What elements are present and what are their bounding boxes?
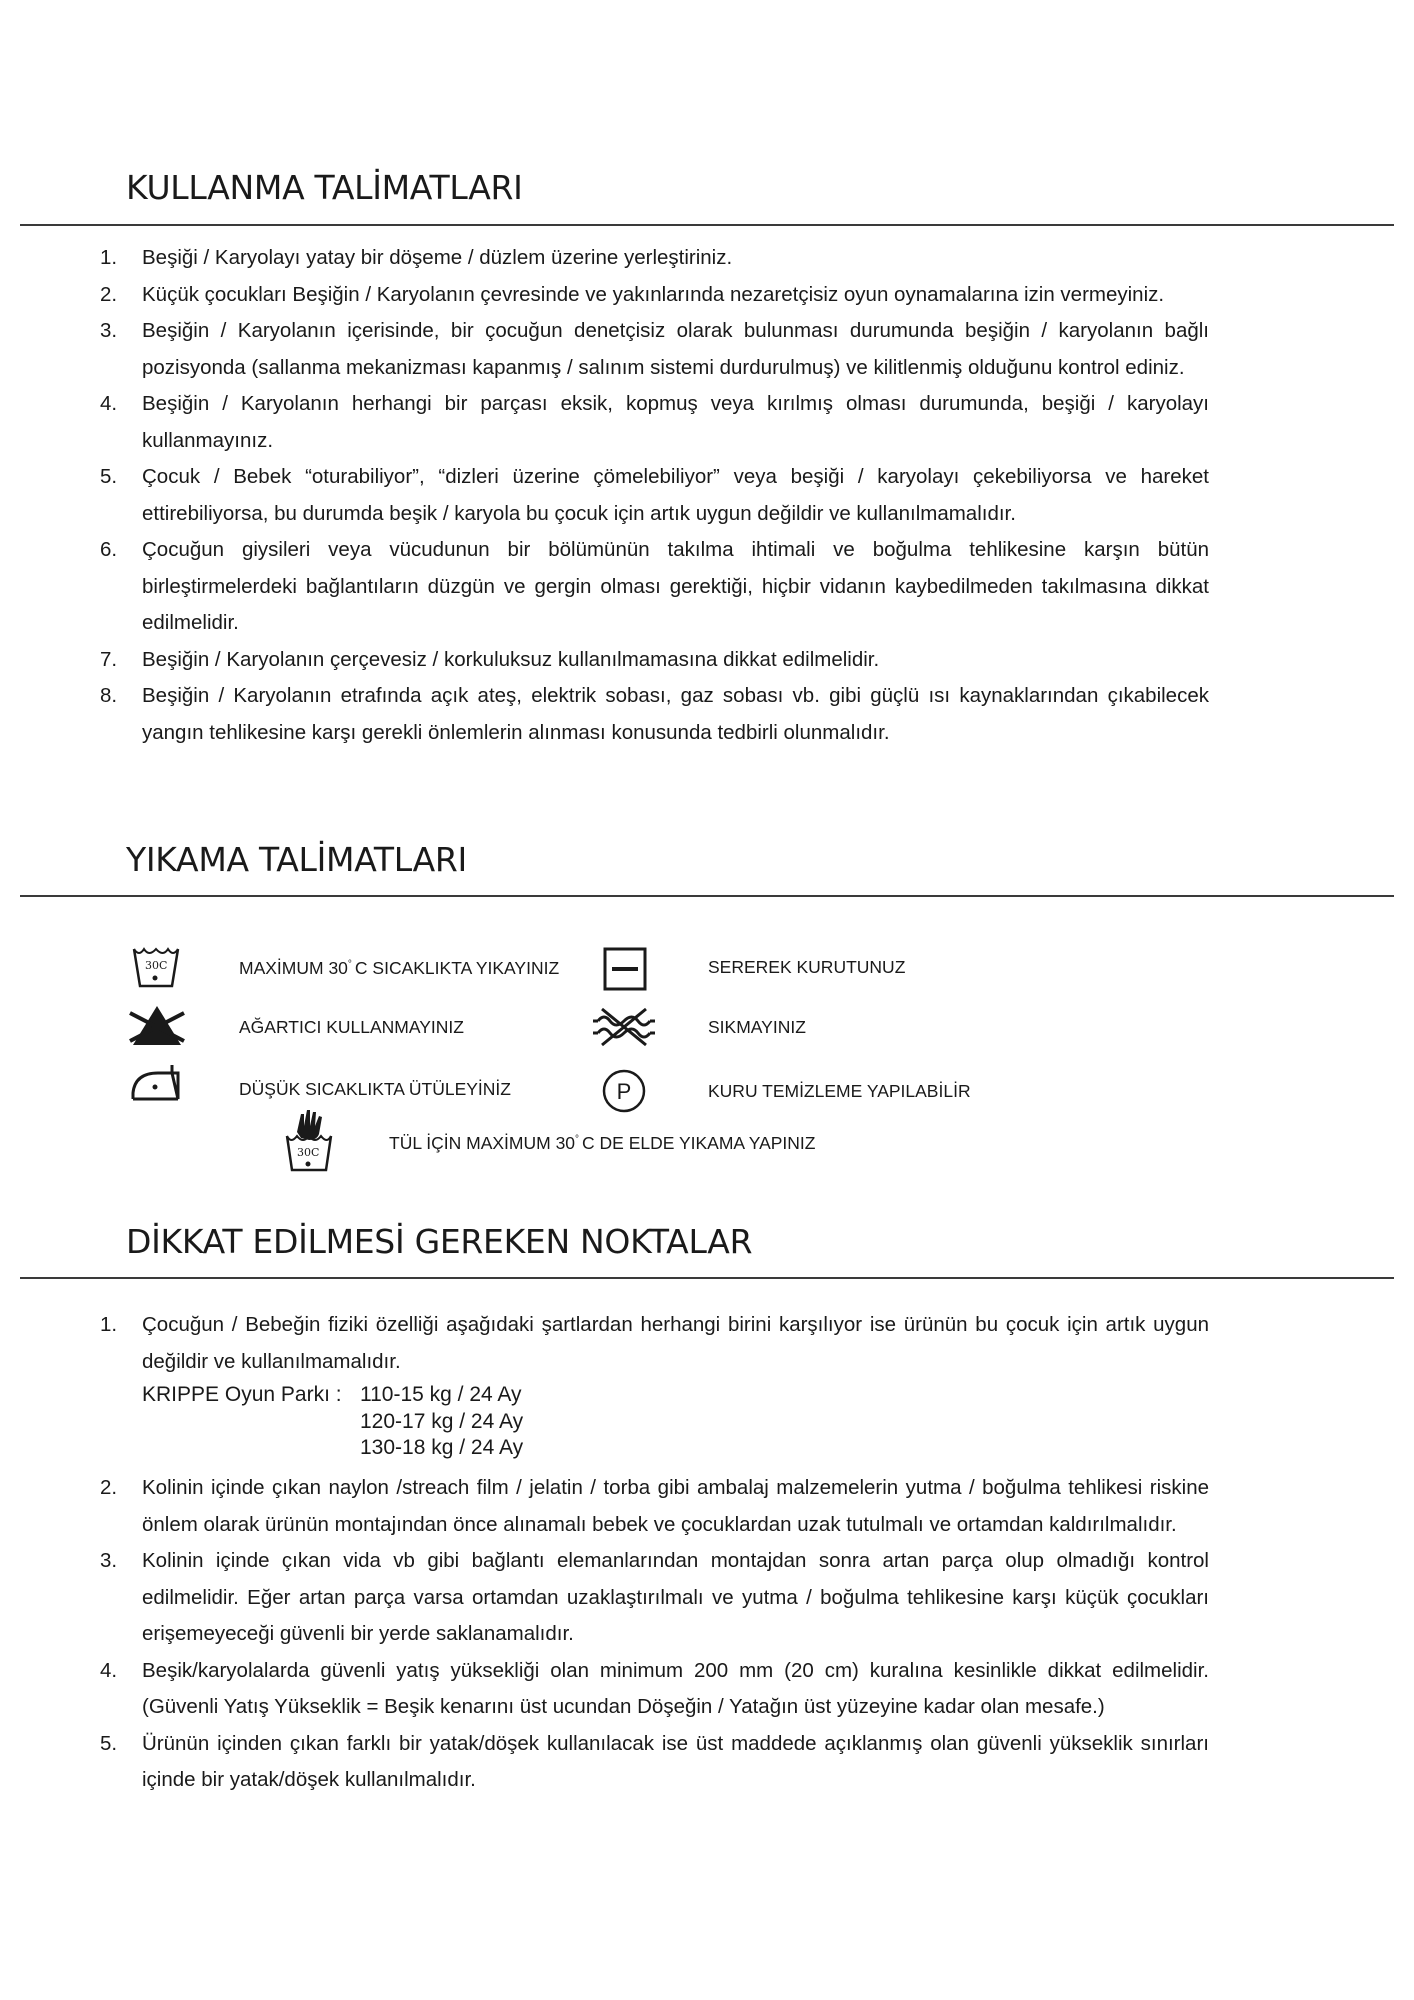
usage-list [0, 240, 1414, 751]
dry-clean-icon [601, 1069, 647, 1113]
attention-item [0, 1543, 1414, 1653]
line-dry-label: SEREREK KURUTUNUZ [708, 957, 906, 977]
wash-30-icon [131, 945, 181, 989]
usage-item [0, 678, 1414, 751]
wash-30-text: MAXİMUM 30 [239, 958, 348, 978]
usage-item [0, 313, 1414, 386]
usage-item [0, 240, 1414, 277]
attention-list [0, 1470, 1414, 1799]
item-text: Küçük çocukları Beşiğin / Karyolanın çevresinde ve yakınlarında nezaretçisiz oyun oynamalarına izin vermeyiniz. [142, 282, 1165, 306]
no-wring-icon [590, 1005, 658, 1049]
item-number: 8. [100, 684, 118, 707]
item-text: Beşiğin / Karyolanın herhangi bir parçası eksik, kopmuş veya kırılmış olması durumunda, beşiği / karyolayı kullanmayınız. [142, 392, 1209, 452]
item-number: 4. [100, 392, 118, 415]
item-number: 5. [100, 465, 118, 488]
item-text: Beşiğin / Karyolanın çerçevesiz / korkuluksuz kullanılmamasına dikkat edilmelidir. [142, 647, 880, 671]
line-dry-icon [603, 947, 647, 991]
krippe-row [142, 1409, 523, 1436]
krippe-sizes [142, 1382, 523, 1462]
hand-wash-label [389, 1133, 815, 1154]
item-number: 1. [100, 1313, 118, 1336]
washing-title: YIKAMA TALİMATLARI [126, 840, 467, 879]
item-number: 2. [100, 282, 118, 306]
item-text: Beşiği / Karyolayı yatay bir döşeme / düzlem üzerine yerleştiriniz. [142, 246, 733, 269]
usage-item [0, 459, 1414, 532]
item-number: 1. [100, 246, 118, 269]
krippe-row [142, 1435, 523, 1462]
dry-clean-label: KURU TEMİZLEME YAPILABİLİR [708, 1081, 971, 1101]
item-text: Ürünün içinden çıkan farklı bir yatak/döşek kullanılacak ise üst maddede açıklanmış olan güvenli yükseklik sınırları içinde bir yatak/döşek kullanılmalıdır. [142, 1731, 1209, 1791]
no-bleach-label: AĞARTICI KULLANMAYINIZ [239, 1017, 464, 1037]
usage-item [0, 277, 1414, 314]
usage-title: KULLANMA TALİMATLARI [126, 168, 523, 207]
usage-item [0, 386, 1414, 459]
degree-mark: ° [575, 1134, 580, 1146]
degree-mark: ° [347, 959, 352, 971]
usage-divider [20, 224, 1394, 226]
item-text: Kolinin içinde çıkan vida vb gibi bağlantı elemanlarından montajdan sonra artan parça olup olmadığı kontrol edilmelidir. Eğer artan parça varsa ortamdan uzaklaştırılmalı ve yutma / boğulma tehlikesine karşı küçük çocukları erişemeyeceği güvenli bir yerde saklanamalıdır. [142, 1549, 1209, 1645]
item-number: 6. [100, 538, 118, 561]
item-text: Çocuğun giysileri veya vücudunun bir bölümünün takılma ihtimali ve boğulma tehlikesine karşın bütün birleştirmelerdeki bağlantıların düzgün ve gergin olması gerektiği, hiçbir vidanın kaybedilmeden takılmasına dikkat edilmelidir. [142, 538, 1209, 634]
attention-item [0, 1653, 1414, 1726]
usage-item [0, 642, 1414, 679]
krippe-size: 130-18 kg / 24 Ay [360, 1436, 524, 1459]
wash-30-text-end: C SICAKLIKTA YIKAYINIZ [354, 958, 560, 978]
usage-item [0, 532, 1414, 642]
hand-wash-text: TÜL İÇİN MAXİMUM 30 [389, 1133, 576, 1153]
attention-list-first [0, 1307, 1414, 1380]
hand-wash-temp-label: 30C [297, 1146, 320, 1159]
item-text: Çocuğun / Bebeğin fiziki özelliği aşağıdaki şartlardan herhangi birini karşılıyor ise ürünün bu çocuk için artık uygun değildir ve kullanılmamalıdır. [142, 1313, 1209, 1373]
no-wring-label: SIKMAYINIZ [708, 1017, 806, 1037]
item-number: 7. [100, 647, 118, 671]
attention-title: DİKKAT EDİLMESİ GEREKEN NOKTALAR [126, 1222, 753, 1261]
item-number: 5. [100, 1731, 118, 1755]
krippe-size: 110-15 kg / 24 Ay [360, 1383, 522, 1406]
attention-item [0, 1307, 1414, 1380]
hand-wash-text-end: C DE ELDE YIKAMA YAPINIZ [582, 1133, 816, 1153]
item-text: Çocuk / Bebek “oturabiliyor”, “dizleri üzerine çömelebiliyor” veya beşiği / karyolayı çekebiliyorsa ve hareket ettirebiliyorsa, bu durumda beşik / karyola bu çocuk için artık uygun değildir ve kullanılmamalıdır. [142, 465, 1209, 525]
washing-divider [20, 895, 1394, 897]
item-text: Beşiğin / Karyolanın etrafında açık ateş, elektrik sobası, gaz sobası vb. gibi güçlü ısı kaynaklarından çıkabilecek yangın tehlikesine karşı gerekli önlemlerin alınması konusunda tedbirli olunmalıdır. [142, 684, 1209, 744]
item-text: Beşiğin / Karyolanın içerisinde, bir çocuğun denetçisiz olarak bulunması durumunda beşiğin / karyolanın bağlı pozisyonda (sallanma mekanizması kapanmış / salınım sistemi durdurulmuş) ve kilitlenmiş olduğunu kontrol ediniz. [142, 319, 1209, 379]
wash-30-label [239, 958, 559, 979]
low-iron-label: DÜŞÜK SICAKLIKTA ÜTÜLEYİNİZ [239, 1079, 511, 1099]
no-bleach-icon [127, 1003, 187, 1049]
iron-low-icon [128, 1063, 184, 1103]
item-number: 3. [100, 319, 118, 342]
krippe-size: 120-17 kg / 24 Ay [360, 1409, 524, 1433]
item-number: 3. [100, 1549, 118, 1572]
hand-wash-icon [283, 1108, 335, 1174]
item-text: Kolinin içinde çıkan naylon /streach film / jelatin / torba gibi ambalaj malzemelerin yutma / boğulma tehlikesi riskine önlem olarak ürünün montajından önce alınamalı bebek ve çocuklardan uzak tutulmalı ve ortamdan kaldırılmalıdır. [142, 1476, 1209, 1536]
item-number: 4. [100, 1658, 118, 1682]
attention-item [0, 1726, 1414, 1799]
wash-temp-label: 30C [145, 959, 168, 972]
attention-divider [20, 1277, 1394, 1279]
dry-clean-letter: P [616, 1079, 632, 1104]
krippe-label: KRIPPE Oyun Parkı : [142, 1383, 342, 1406]
item-text: Beşik/karyolalarda güvenli yatış yüksekliği olan minimum 200 mm (20 cm) kuralına kesinlikle dikkat edilmelidir. (Güvenli Yatış Yükseklik = Beşik kenarını üst ucundan Döşeğin / Yatağın üst yüzeyine kadar olan mesafe.) [142, 1658, 1209, 1718]
krippe-row [142, 1382, 523, 1409]
item-number: 2. [100, 1476, 118, 1499]
attention-item [0, 1470, 1414, 1543]
